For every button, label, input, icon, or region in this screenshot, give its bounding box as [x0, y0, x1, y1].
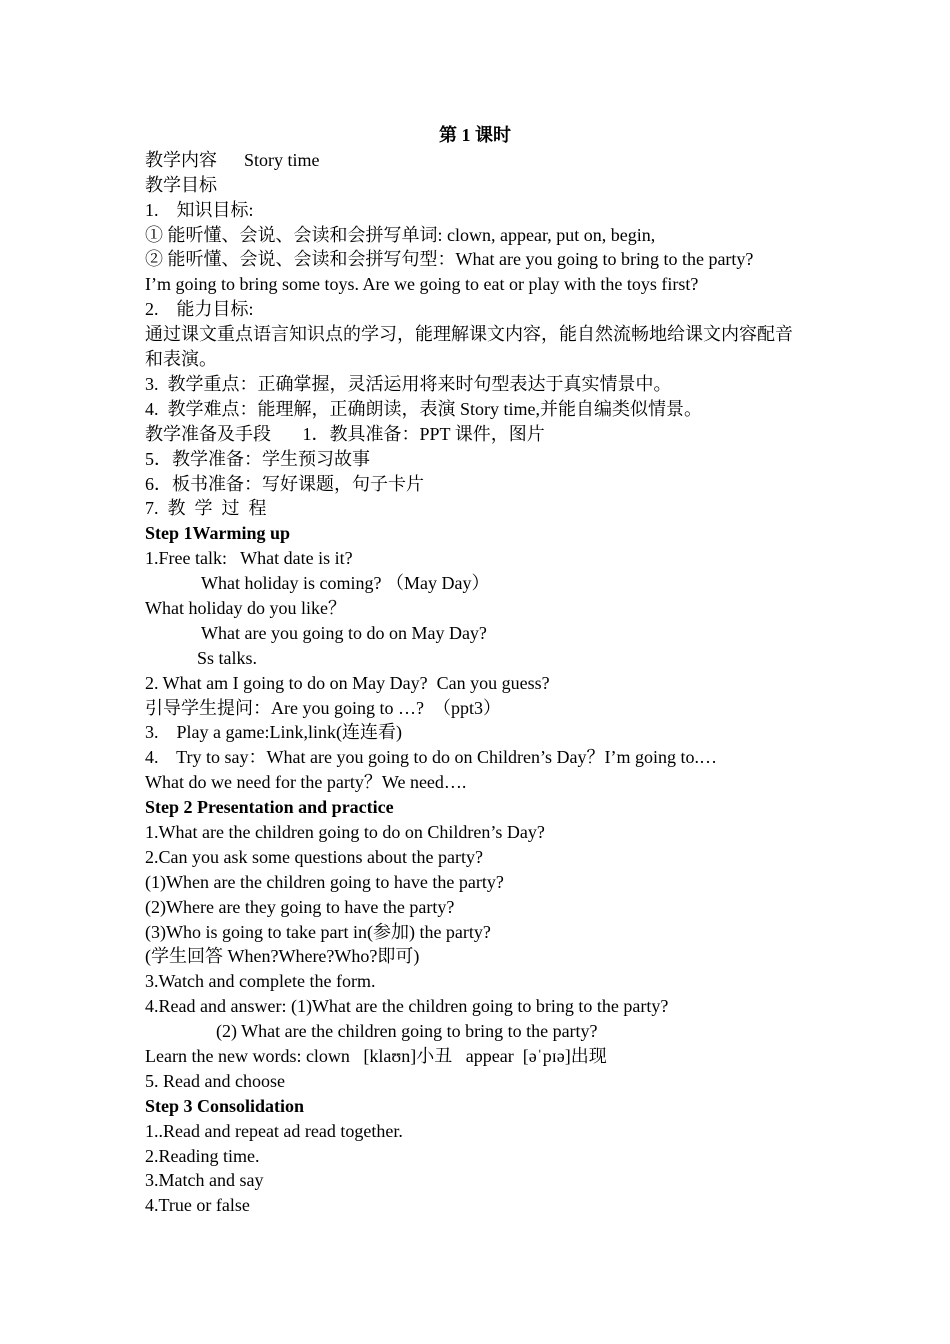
- may-day-question: What are you going to do on May Day?: [201, 622, 487, 643]
- new-words: Learn the new words: clown [klaʊn]小丑 appear [əˈpɪə]出现: [145, 1045, 607, 1066]
- read-choose: 5. Read and choose: [145, 1070, 285, 1091]
- step1-heading: Step 1Warming up: [145, 523, 291, 544]
- watch-complete: 3.Watch and complete the form.: [145, 971, 376, 992]
- ask-questions: 2.Can you ask some questions about the party?: [145, 846, 483, 867]
- question-where: (2)Where are they going to have the party?: [145, 896, 455, 917]
- read-answer-2: (2) What are the children going to bring to the party?: [216, 1021, 598, 1042]
- guess-question: 2. What am I going to do on May Day? Can you guess?: [145, 672, 550, 693]
- objective-sentences: ② 能听懂、会说、会读和会拼写句型：What are you going to bring to the party?: [145, 249, 754, 270]
- objective-sentences-cont: I’m going to bring some toys. Are we going to eat or play with the toys first?: [145, 274, 699, 295]
- childrens-day-question: 1.What are the children going to do on Children’s Day?: [145, 821, 545, 842]
- knowledge-objectives: 1. 知识目标:: [145, 199, 254, 220]
- match-say: 3.Match and say: [145, 1170, 264, 1191]
- try-to-say: 4. Try to say：What are you going to do on Children’s Day？I’m going to.…: [145, 747, 717, 768]
- teaching-process: 7. 教 学 过 程: [145, 498, 267, 519]
- lesson-title: 第 1 课时: [439, 125, 511, 145]
- step3-heading: Step 3 Consolidation: [145, 1095, 305, 1116]
- question-who: (3)Who is going to take part in(参加) the party?: [145, 921, 491, 942]
- teaching-preparation: 教学准备及手段 1．教具准备：PPT 课件，图片: [145, 423, 545, 444]
- objective-words: ① 能听懂、会说、会读和会拼写单词: clown, appear, put on, begin,: [145, 224, 656, 245]
- document-page: [145, 123, 815, 1218]
- teaching-content: 教学内容 Story time: [145, 149, 320, 170]
- read-answer: 4.Read and answer: (1)What are the children going to bring to the party?: [145, 996, 669, 1017]
- guide-questions: 引导学生提问：Are you going to …? （ppt3）: [145, 697, 501, 718]
- ability-objectives: 2. 能力目标:: [145, 299, 254, 320]
- ss-talks: Ss talks.: [197, 647, 258, 668]
- reading-time: 2.Reading time.: [145, 1145, 260, 1166]
- question-when: (1)When are the children going to have the party?: [145, 871, 504, 892]
- holiday-like: What holiday do you like？: [145, 597, 346, 618]
- student-preparation: 5．教学准备：学生预习故事: [145, 448, 370, 469]
- teaching-focus: 3. 教学重点：正确掌握，灵活运用将来时句型表达于真实情景中。: [145, 373, 672, 394]
- student-answer: (学生回答 When?Where?Who?即可): [145, 946, 420, 967]
- free-talk: 1.Free talk: What date is it?: [145, 548, 353, 569]
- teaching-difficulty: 4. 教学难点：能理解，正确朗读，表演 Story time,并能自编类似情景。: [145, 398, 702, 419]
- step2-heading: Step 2 Presentation and practice: [145, 797, 394, 818]
- read-repeat: 1..Read and repeat ad read together.: [145, 1120, 403, 1141]
- ability-description: 通过课文重点语言知识点的学习，能理解课文内容，能自然流畅地给课文内容配音和表演。: [145, 324, 793, 370]
- board-preparation: 6．板书准备：写好课题，句子卡片: [145, 473, 424, 494]
- free-talk-holiday: What holiday is coming? （May Day）: [201, 573, 490, 594]
- play-game: 3. Play a game:Link,link(连连看): [145, 722, 402, 743]
- true-false: 4.True or false: [145, 1195, 250, 1216]
- teaching-objectives-heading: 教学目标: [145, 174, 217, 195]
- party-needs: What do we need for the party？We need….: [145, 772, 467, 793]
